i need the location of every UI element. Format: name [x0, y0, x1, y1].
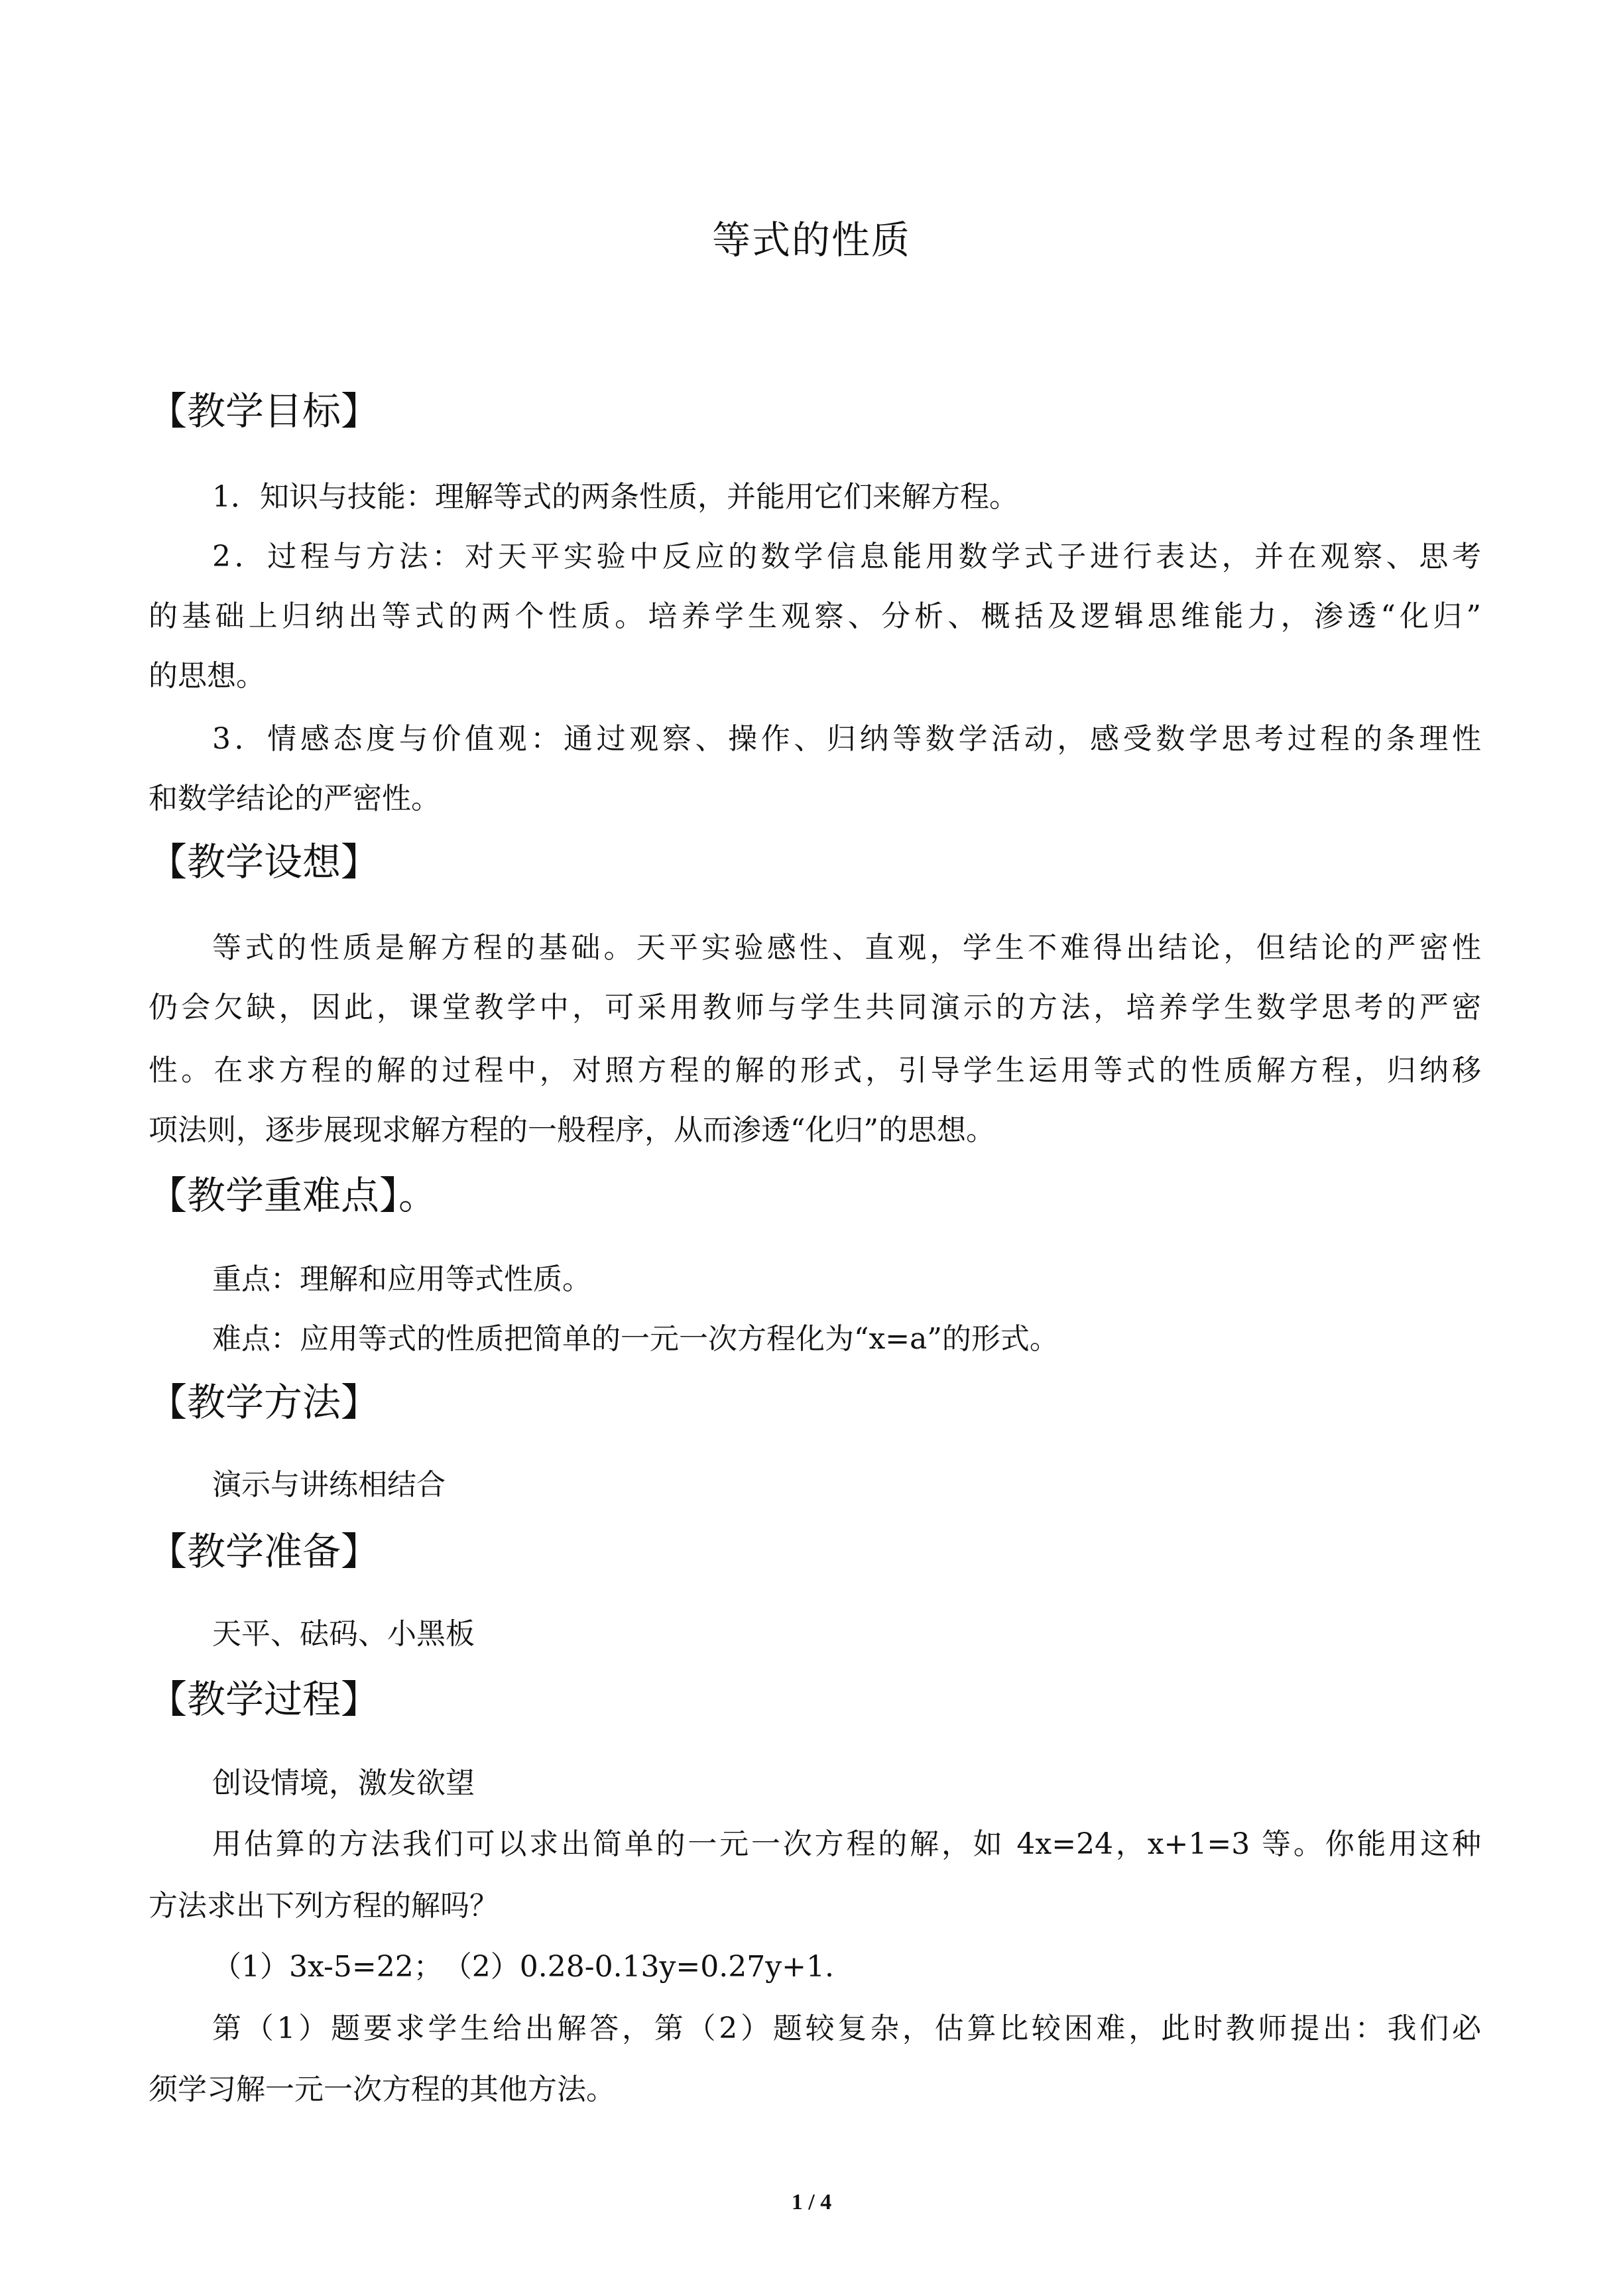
process-line: （1）3x-5=22； （2）0.28-0.13y=0.27y+1. — [212, 1950, 834, 1984]
goals-line: 2．过程与方法：对天平实验中反应的数学信息能用数学式子进行表达，并在观察、思考 — [212, 540, 1481, 574]
goals-line: 1．知识与技能：理解等式的两条性质，并能用它们来解方程。 — [212, 480, 1018, 514]
section-heading-method: 【教学方法】 — [149, 1380, 380, 1425]
goals-line: 和数学结论的严密性。 — [149, 782, 440, 816]
document-title: 等式的性质 — [711, 217, 911, 263]
process-line: 方法求出下列方程的解吗？ — [149, 1889, 499, 1923]
key-point-line: 难点：应用等式的性质把简单的一元一次方程化为“x=a”的形式。 — [212, 1322, 1059, 1356]
process-line: 用估算的方法我们可以求出简单的一元一次方程的解，如 4x=24，x+1=3 等。你能用这种 — [212, 1827, 1481, 1861]
section-heading-process: 【教学过程】 — [149, 1677, 380, 1722]
page-number: 1 / 4 — [791, 2190, 832, 2214]
design-line: 性。在求方程的解的过程中，对照方程的解的形式，引导学生运用等式的性质解方程，归纳移 — [149, 1054, 1481, 1087]
design-line: 仍会欠缺，因此，课堂教学中，可采用教师与学生共同演示的方法，培养学生数学思考的严密 — [149, 991, 1481, 1024]
section-heading-key-points: 【教学重难点】。 — [149, 1173, 438, 1218]
preparation-line: 天平、砝码、小黑板 — [212, 1617, 475, 1651]
section-heading-preparation: 【教学准备】 — [149, 1529, 380, 1574]
process-line: 创设情境，激发欲望 — [212, 1766, 475, 1800]
goals-line: 的思想。 — [149, 659, 265, 693]
process-line: 第（1）题要求学生给出解答，第（2）题较复杂，估算比较困难，此时教师提出：我们必 — [212, 2012, 1481, 2045]
section-heading-design: 【教学设想】 — [149, 839, 380, 884]
method-line: 演示与讲练相结合 — [212, 1468, 446, 1502]
design-line: 等式的性质是解方程的基础。天平实验感性、直观，学生不难得出结论，但结论的严密性 — [212, 931, 1481, 965]
process-line: 须学习解一元一次方程的其他方法。 — [149, 2073, 615, 2106]
goals-line: 3．情感态度与价值观：通过观察、操作、归纳等数学活动，感受数学思考过程的条理性 — [212, 722, 1481, 756]
goals-line: 的基础上归纳出等式的两个性质。培养学生观察、分析、概括及逻辑思维能力，渗透“化归” — [149, 599, 1481, 633]
key-point-line: 重点：理解和应用等式性质。 — [212, 1262, 591, 1296]
design-line: 项法则，逐步展现求解方程的一般程序，从而渗透“化归”的思想。 — [149, 1113, 995, 1147]
section-heading-goals: 【教学目标】 — [149, 389, 380, 434]
